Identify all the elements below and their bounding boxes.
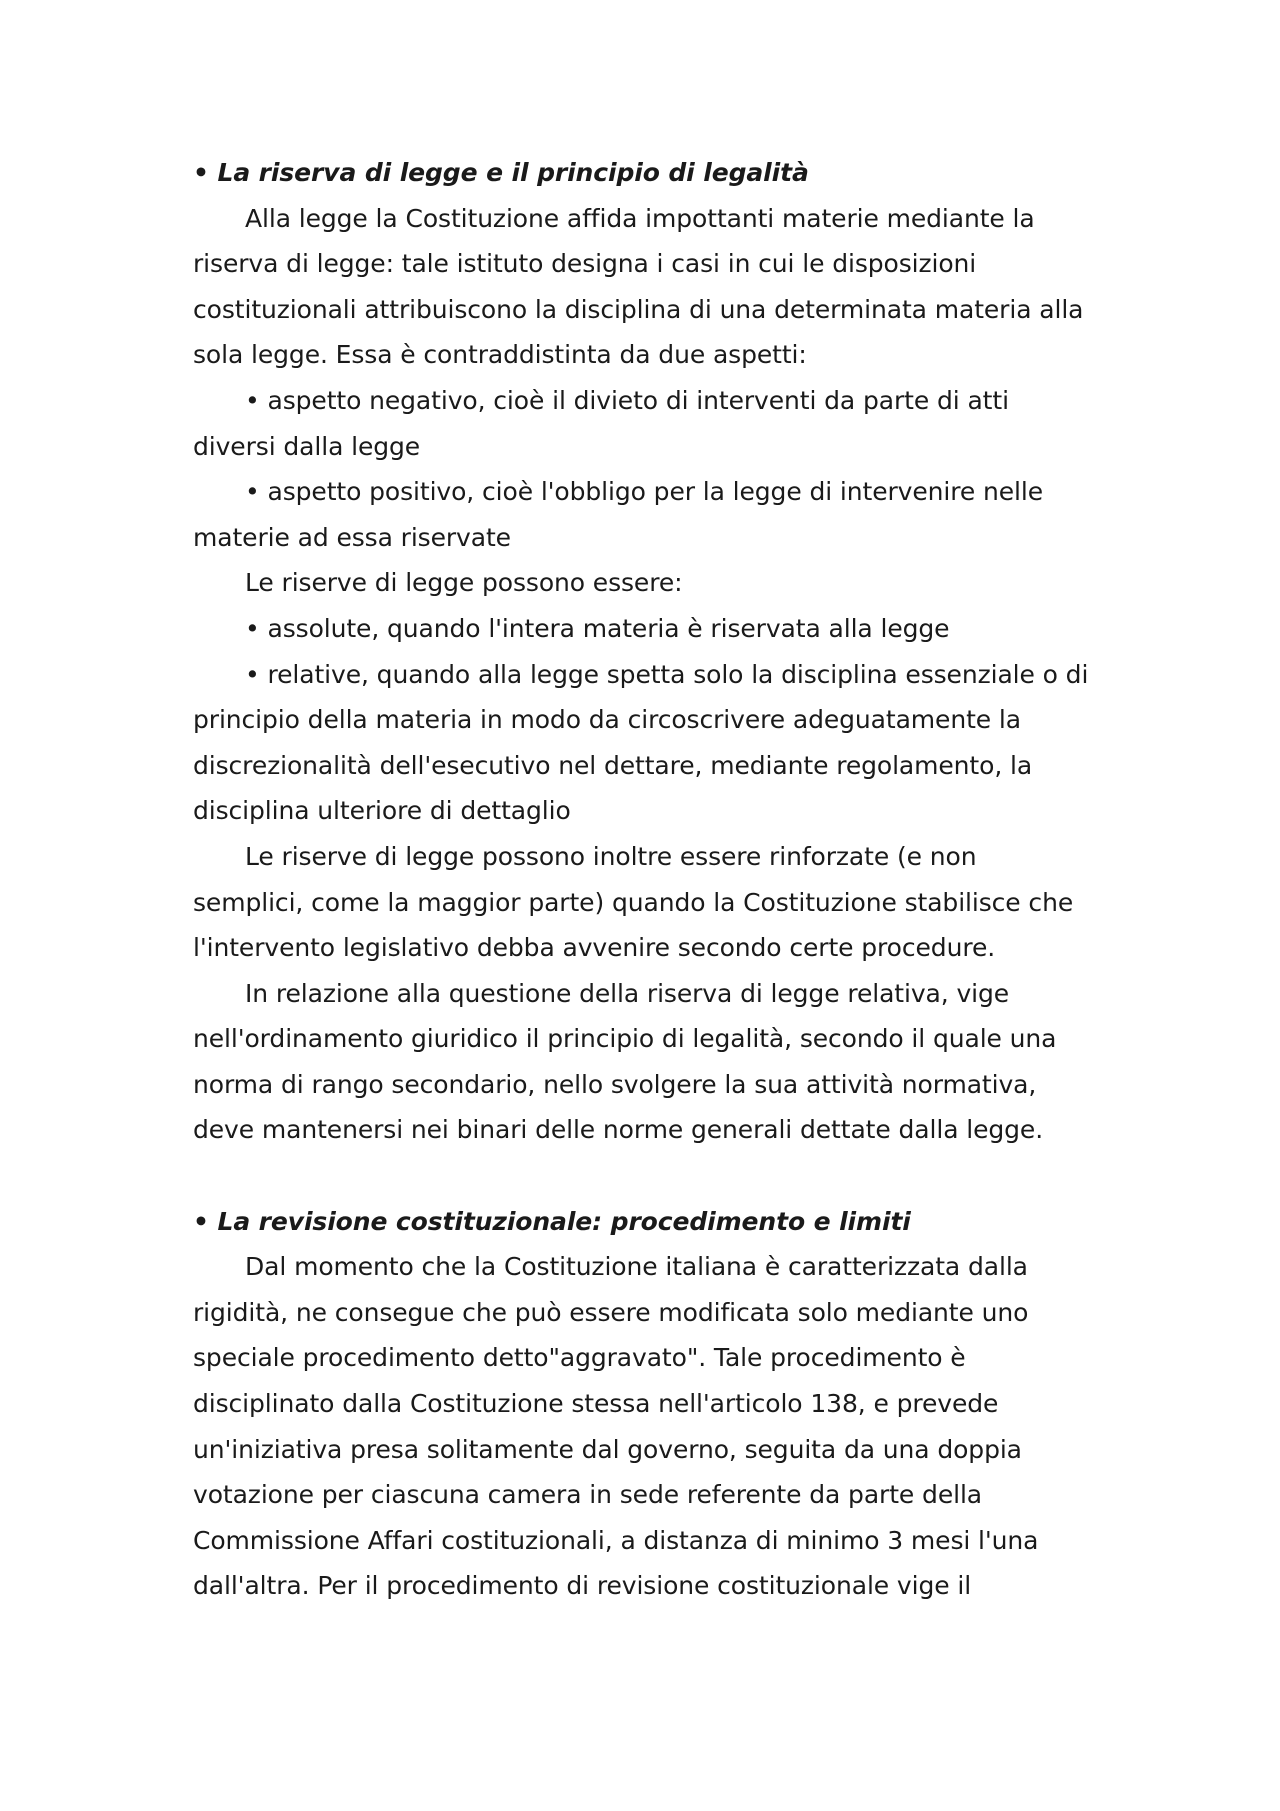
bullet-item: • assolute, quando l'intera materia è riservata alla legge bbox=[245, 613, 950, 643]
paragraph: In relazione alla questione della riserva di legge relativa, vige nell'ordinamento giuridico il principio di legalità, secondo il quale una norma di rango secondario, nello svolgere la sua attività normativa, deve mantenersi nei binari delle norme generali dettate dalla legge. bbox=[193, 978, 1057, 1145]
section-riserva-di-legge bbox=[193, 150, 1093, 1153]
paragraph: Dal momento che la Costituzione italiana è caratterizzata dalla rigidità, ne consegue che può essere modificata solo mediante uno speciale procedimento detto"aggravato". Tale procedimento è disciplinato dalla Costituzione stessa nell'articolo 138, e prevede un'iniziativa presa solitamente dal governo, seguita da una doppia votazione per ciascuna camera in sede referente da parte della Commissione Affari costituzionali, a distanza di minimo 3 mesi l'una dall'altra. Per il procedimento di revisione costituzionale vige il bbox=[193, 1252, 1039, 1601]
bullet-item: • aspetto negativo, cioè il divieto di interventi da parte di atti diversi dalla legge bbox=[193, 385, 1009, 461]
section-heading: • La revisione costituzionale: procedimento e limiti bbox=[193, 1206, 911, 1236]
document-body bbox=[193, 150, 1093, 1609]
section-heading: • La riserva di legge e il principio di legalità bbox=[193, 158, 809, 187]
paragraph: Le riserve di legge possono essere: bbox=[245, 568, 683, 598]
paragraph: Le riserve di legge possono inoltre essere rinforzate (e non semplici, come la maggior parte) quando la Costituzione stabilisce che l'intervento legislativo debba avvenire secondo certe procedure. bbox=[193, 841, 1074, 963]
bullet-item: • aspetto positivo, cioè l'obbligo per la legge di intervenire nelle materie ad essa riservate bbox=[193, 477, 1043, 552]
paragraph: Alla legge la Costituzione affida impottanti materie mediante la riserva di legge: tale istituto designa i casi in cui le disposizioni costituzionali attribuiscono la disciplina di una determinata materia alla sola legge. Essa è contraddistinta da due aspetti: bbox=[193, 203, 1084, 370]
bullet-item: • relative, quando alla legge spetta solo la disciplina essenziale o di principio della materia in modo da circoscrivere adeguatamente la discrezionalità dell'esecutivo nel dettare, mediante regolamento, la disciplina ulteriore di dettaglio bbox=[193, 659, 1089, 826]
section-revisione-costituzionale bbox=[193, 1199, 1093, 1609]
